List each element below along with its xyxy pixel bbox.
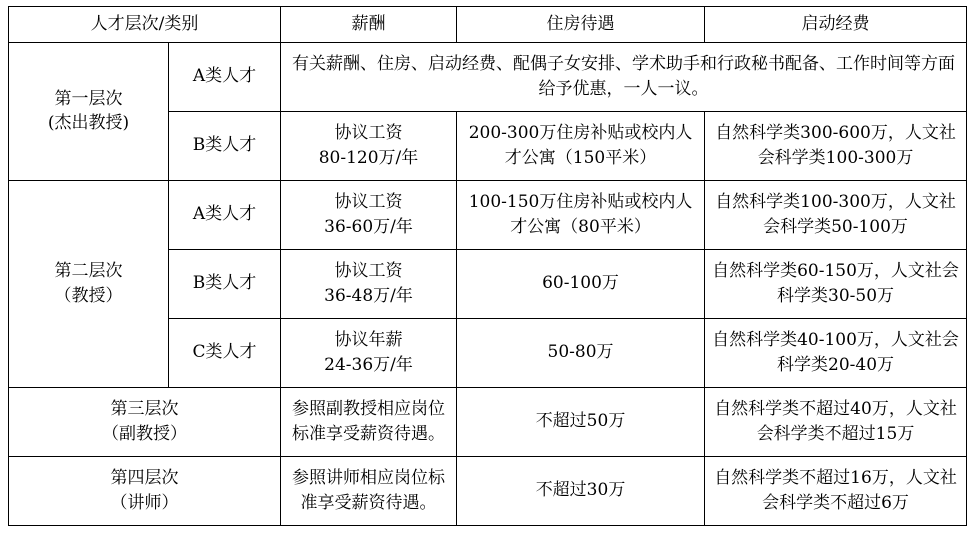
salary-line: 协议工资 — [334, 192, 403, 212]
salary-cell-2a — [281, 180, 457, 249]
startup-cell-2a: 自然科学类100-300万，人文社会科学类50-100万 — [705, 180, 967, 249]
level-label-line: （教授） — [54, 285, 123, 306]
salary-cell-2c — [281, 318, 457, 387]
level-label-line: (杰出教授) — [47, 113, 130, 134]
housing-cell-2a: 100-150万住房补贴或校内人才公寓（80平米） — [457, 180, 705, 249]
class-cell-1a: A类人才 — [169, 42, 281, 111]
housing-cell-2c: 50-80万 — [457, 318, 705, 387]
housing-cell-3: 不超过50万 — [457, 387, 705, 456]
table-row — [9, 180, 967, 249]
level-label-line: （讲师） — [110, 492, 179, 513]
table-header — [9, 7, 967, 43]
table-row — [9, 42, 967, 111]
startup-cell-1b: 自然科学类300-600万，人文社会科学类100-300万 — [705, 111, 967, 180]
header-cell-housing: 住房待遇 — [457, 7, 705, 43]
housing-cell-4: 不超过30万 — [457, 456, 705, 525]
startup-cell-2c: 自然科学类40-100万，人文社会科学类20-40万 — [705, 318, 967, 387]
salary-line: 36-60万/年 — [324, 216, 413, 237]
salary-line: 协议年薪 — [334, 330, 403, 350]
startup-cell-4: 自然科学类不超过16万，人文社会科学类不超过6万 — [705, 456, 967, 525]
header-cell-salary: 薪酬 — [281, 7, 457, 43]
salary-line: 协议工资 — [334, 123, 403, 143]
salary-cell-3: 参照副教授相应岗位标准享受薪资待遇。 — [281, 387, 457, 456]
level-label-line: 第二层次 — [54, 261, 123, 281]
housing-cell-2b: 60-100万 — [457, 249, 705, 318]
salary-cell-2b — [281, 249, 457, 318]
class-cell-2b: B类人才 — [169, 249, 281, 318]
level-label-line: 第三层次 — [110, 399, 179, 419]
class-cell-2c: C类人才 — [169, 318, 281, 387]
startup-cell-2b: 自然科学类60-150万，人文社会科学类30-50万 — [705, 249, 967, 318]
level-label-line: 第一层次 — [54, 88, 123, 109]
salary-cell-1b — [281, 111, 457, 180]
merged-note-cell: 有关薪酬、住房、启动经费、配偶子女安排、学术助手和行政秘书配备、工作时间等方面给予优惠，一人一议。 — [281, 42, 967, 111]
class-cell-1b: B类人才 — [169, 111, 281, 180]
table-row — [9, 456, 967, 525]
class-cell-2a: A类人才 — [169, 180, 281, 249]
level-label-line: （副教授） — [102, 423, 187, 444]
header-row — [9, 7, 967, 43]
table-body — [9, 42, 967, 525]
housing-cell-1b: 200-300万住房补贴或校内人才公寓（150平米） — [457, 111, 705, 180]
level-cell-4 — [9, 456, 281, 525]
salary-line: 80-120万/年 — [318, 147, 419, 168]
header-cell-startup: 启动经费 — [705, 7, 967, 43]
salary-line: 36-48万/年 — [324, 285, 413, 306]
salary-cell-4: 参照讲师相应岗位标准享受薪资待遇。 — [281, 456, 457, 525]
header-cell-level: 人才层次/类别 — [9, 7, 281, 43]
table-row — [9, 387, 967, 456]
talent-policy-table — [8, 6, 967, 526]
startup-cell-3: 自然科学类不超过40万，人文社会科学类不超过15万 — [705, 387, 967, 456]
level-cell-3 — [9, 387, 281, 456]
level-label-line: 第四层次 — [110, 468, 179, 488]
level-cell-2 — [9, 180, 169, 387]
salary-line: 24-36万/年 — [324, 354, 413, 375]
level-cell-1 — [9, 42, 169, 180]
salary-line: 协议工资 — [334, 261, 403, 281]
